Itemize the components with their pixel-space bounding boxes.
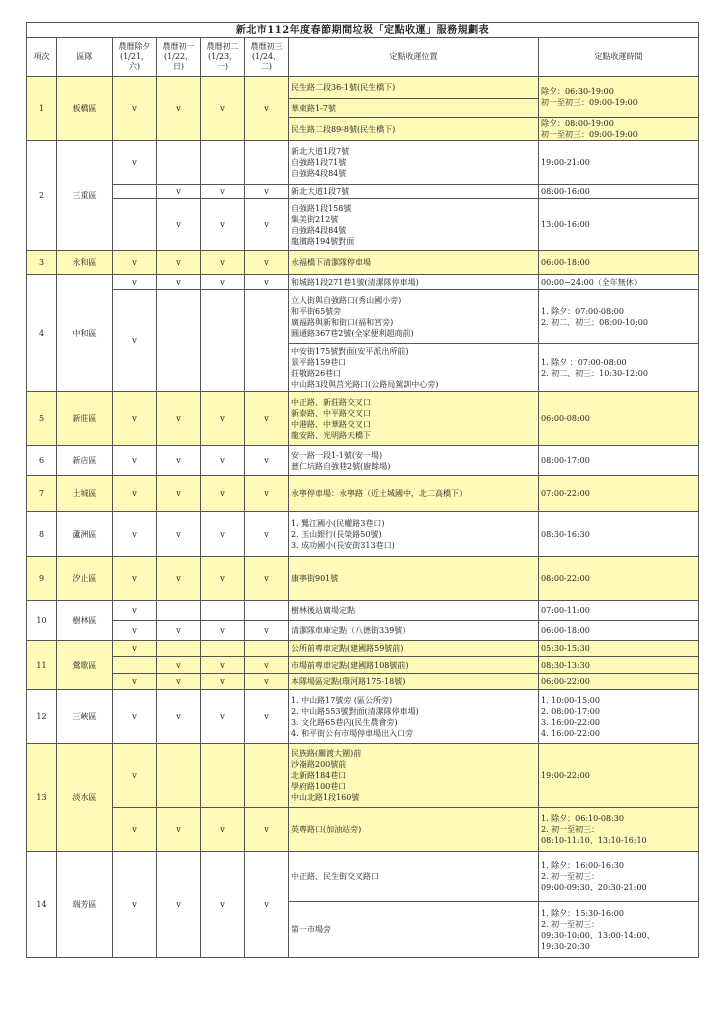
day-mark-4: v [245,251,289,275]
day-mark-4 [245,141,289,185]
district-name: 新店區 [57,446,113,476]
row-number: 14 [27,852,57,958]
day-mark-4: v [245,621,289,641]
district-name: 鶯歌區 [57,641,113,690]
day-mark-3: v [201,185,245,199]
page-title: 新北市112年度春節期間垃圾「定點收運」服務規劃表 [27,23,699,38]
day-mark-1: v [113,641,157,657]
row-number: 3 [27,251,57,275]
district-name: 樹林區 [57,601,113,641]
collection-location: 立人街與自強路口(秀山國小旁) 和平街65號旁 廣福路與新和街口(福和宮旁) 圓通路367巷2號(全家便利超商前) [289,290,539,344]
table-row [27,657,699,674]
collection-location: 中安街175號對面(安平派出所前) 景平路159巷口 莊敬路26巷口 中山路3段與莒光路口(公路局駕訓中心旁) [289,344,539,392]
day-mark-3: v [201,275,245,290]
day-mark-3: v [201,251,245,275]
collection-location: 中正路、新莊路交叉口 新泰路、中平路交叉口 中港路、中華路交叉口 龍安路、光明路天橋下 [289,392,539,446]
row-number: 4 [27,275,57,392]
day-mark-2 [157,290,201,392]
collection-time: 06:00-08:00 [539,392,699,446]
day-mark-2 [157,744,201,808]
table-row [27,199,699,251]
collection-time: 00:00~24:00（全年無休） [539,275,699,290]
day-mark-4: v [245,512,289,557]
table-row [27,601,699,621]
day-mark-3: v [201,621,245,641]
day-mark-4: v [245,446,289,476]
day-mark-4 [245,601,289,621]
collection-location: 永寧停車場：永寧路（近土城國中，北二高橋下） [289,476,539,512]
collection-time: 19:00-21:00 [539,141,699,185]
day-mark-3: v [201,557,245,601]
day-mark-1: v [113,77,157,141]
day-mark-3: v [201,512,245,557]
collection-location: 新北大道1段7號 [289,185,539,199]
day-mark-2: v [157,657,201,674]
table-row [27,674,699,690]
collection-time: 06:00-22:00 [539,674,699,690]
day-mark-1 [113,185,157,199]
table-row [27,744,699,808]
day-mark-2 [157,641,201,657]
day-mark-1: v [113,621,157,641]
header-no: 項次 [27,38,57,77]
collection-location: 本隊場區定點(環河路175-18號) [289,674,539,690]
table-row [27,808,699,852]
row-number: 10 [27,601,57,641]
collection-time: 06:00-18:00 [539,621,699,641]
collection-time: 1. 除夕：16:00-16:30 2. 初一至初三： 09:00-09:30、20:30-21:00 [539,852,699,902]
header-row [27,38,699,77]
collection-time: 06:00-18:00 [539,251,699,275]
day-mark-3: v [201,674,245,690]
day-mark-1: v [113,674,157,690]
table-row [27,690,699,744]
day-mark-2: v [157,77,201,141]
day-mark-3: v [201,446,245,476]
day-mark-3: v [201,77,245,141]
collection-location: 和城路1段271巷1號(清潔隊停車場) [289,275,539,290]
district-name: 新莊區 [57,392,113,446]
row-number: 6 [27,446,57,476]
day-mark-2: v [157,251,201,275]
collection-location: 自強路1段158號 集美街212號 自強路4段84號 龍濱路194號對面 [289,199,539,251]
day-mark-2: v [157,690,201,744]
day-mark-4: v [245,674,289,690]
table-row [27,557,699,601]
row-number: 7 [27,476,57,512]
collection-time: 07:00-22:00 [539,476,699,512]
day-mark-1: v [113,512,157,557]
table-row [27,185,699,199]
row-number: 9 [27,557,57,601]
day-mark-4: v [245,185,289,199]
day-mark-3: v [201,476,245,512]
table-row [27,621,699,641]
collection-time: 05:30-15:30 [539,641,699,657]
day-mark-4: v [245,275,289,290]
day-mark-1: v [113,852,157,958]
day-mark-2: v [157,557,201,601]
day-mark-2 [157,141,201,185]
day-mark-3 [201,641,245,657]
table-row [27,290,699,344]
district-name: 瑞芳區 [57,852,113,958]
collection-time: 除夕：06:30-19:00 初一至初三：09:00-19:00 [539,77,699,118]
table-row [27,392,699,446]
collection-time: 08:30-13:30 [539,657,699,674]
day-mark-4: v [245,852,289,958]
day-mark-2: v [157,512,201,557]
collection-time: 13:00-16:00 [539,199,699,251]
collection-time: 08:00-22:00 [539,557,699,601]
schedule-sheet [26,22,698,958]
table-row [27,251,699,275]
day-mark-3: v [201,852,245,958]
day-mark-1: v [113,392,157,446]
table-row [27,275,699,290]
day-mark-3: v [201,657,245,674]
day-mark-2: v [157,392,201,446]
collection-time: 08:30-16:30 [539,512,699,557]
day-mark-4: v [245,657,289,674]
collection-time: 07:00-11:00 [539,601,699,621]
collection-location: 1. 鷺江國小(民權路3巷口) 2. 玉山銀行(長榮路50號) 3. 成功國小(長安街313巷口) [289,512,539,557]
collection-location: 公所前專車定點(建國路59號前) [289,641,539,657]
day-mark-4: v [245,77,289,141]
collection-location: 英專路口(加油站旁) [289,808,539,852]
table-row [27,446,699,476]
day-mark-4: v [245,476,289,512]
day-mark-1: v [113,476,157,512]
day-mark-1: v [113,808,157,852]
day-mark-2 [157,601,201,621]
collection-location: 1. 中山路17號旁 (區公所旁) 2. 中山路553號對面(清潔隊停車場) 3. 文化路65巷內(民生農會旁) 4. 和平街公有市場停車場出入口旁 [289,690,539,744]
collection-location: 民族路(關渡大圍)前 沙崙路200號前 北新路184巷口 學府路100巷口 中山北路1段160號 [289,744,539,808]
row-number: 11 [27,641,57,690]
day-mark-3 [201,290,245,392]
day-mark-2: v [157,808,201,852]
district-name: 中和區 [57,275,113,392]
day-mark-2: v [157,621,201,641]
day-mark-4 [245,744,289,808]
day-mark-3: v [201,690,245,744]
header-day-4: 農曆初三 (1/24， 二) [245,38,289,77]
day-mark-2: v [157,199,201,251]
day-mark-3: v [201,808,245,852]
table-row [27,77,699,99]
collection-time: 1. 除夕：07:00-08:00 2. 初二、初三：08:00-10:00 [539,290,699,344]
header-day-3: 農曆初二 (1/23， 一) [201,38,245,77]
table-row [27,852,699,902]
day-mark-2: v [157,674,201,690]
day-mark-2: v [157,852,201,958]
collection-location: 民生路二段36-1號(民生橋下) [289,77,539,99]
collection-location: 永福橋下清潔隊停車場 [289,251,539,275]
row-number: 1 [27,77,57,141]
day-mark-3 [201,141,245,185]
collection-time: 19:00-22:00 [539,744,699,808]
day-mark-2: v [157,275,201,290]
collection-time: 1. 除夕：06:10-08:30 2. 初一至初三： 08:10-11:10、13:10-16:10 [539,808,699,852]
district-name: 三重區 [57,141,113,251]
row-number: 8 [27,512,57,557]
collection-location: 華東路1-7號 [289,99,539,118]
day-mark-1: v [113,446,157,476]
collection-location: 第一市場旁 [289,902,539,958]
collection-time: 08:00-17:00 [539,446,699,476]
collection-time: 1. 10:00-15:00 2. 08:00-17:00 3. 16:00-22:00 4. 16:00-22:00 [539,690,699,744]
day-mark-4: v [245,557,289,601]
table-row [27,141,699,185]
day-mark-1: v [113,744,157,808]
day-mark-2: v [157,446,201,476]
collection-location: 樹林後站廣場定點 [289,601,539,621]
day-mark-4: v [245,199,289,251]
district-name: 汐止區 [57,557,113,601]
header-day-1: 農曆除夕 (1/21， 六) [113,38,157,77]
collection-location: 康寧街901號 [289,557,539,601]
collection-location: 新北大道1段7號 自強路1段71號 自強路4段84號 [289,141,539,185]
day-mark-3 [201,744,245,808]
district-name: 蘆洲區 [57,512,113,557]
day-mark-1 [113,657,157,674]
table-row [27,476,699,512]
day-mark-1: v [113,557,157,601]
table-row [27,512,699,557]
day-mark-2: v [157,476,201,512]
header-day-2: 農曆初一 (1/22， 日) [157,38,201,77]
day-mark-1: v [113,251,157,275]
header-location: 定點收運位置 [289,38,539,77]
day-mark-1: v [113,290,157,392]
collection-time: 除夕：08:00-19:00 初一至初三：09:00-19:00 [539,118,699,141]
district-name: 土城區 [57,476,113,512]
day-mark-3: v [201,392,245,446]
collection-location: 安一路一段1-1號(安一場) 薏仁坑路自強巷2號(廚餘場) [289,446,539,476]
row-number: 13 [27,744,57,852]
day-mark-1: v [113,141,157,185]
day-mark-4: v [245,392,289,446]
district-name: 淡水區 [57,744,113,852]
collection-location: 中正路、民生街交叉路口 [289,852,539,902]
title-row [27,23,699,38]
row-number: 2 [27,141,57,251]
header-district: 區隊 [57,38,113,77]
collection-time: 1. 除夕 ：07:00-08:00 2. 初二、初三：10:30-12:00 [539,344,699,392]
collection-time: 1. 除夕：15:30-16:00 2. 初一至初三： 09:30-10:00、13:00-14:00、 19:30-20:30 [539,902,699,958]
row-number: 12 [27,690,57,744]
collection-location: 民生路二段89-8號(民生橋下) [289,118,539,141]
row-number: 5 [27,392,57,446]
day-mark-1 [113,199,157,251]
day-mark-3 [201,601,245,621]
day-mark-2: v [157,185,201,199]
schedule-table [26,22,699,958]
header-time: 定點收運時間 [539,38,699,77]
table-row [27,641,699,657]
district-name: 永和區 [57,251,113,275]
day-mark-4 [245,641,289,657]
day-mark-1: v [113,275,157,290]
collection-time: 08:00-16:00 [539,185,699,199]
day-mark-4: v [245,690,289,744]
district-name: 板橋區 [57,77,113,141]
district-name: 三峽區 [57,690,113,744]
day-mark-4: v [245,808,289,852]
day-mark-4 [245,290,289,392]
collection-location: 市場前專車定點(建國路108號前) [289,657,539,674]
day-mark-1: v [113,690,157,744]
day-mark-1: v [113,601,157,621]
day-mark-3: v [201,199,245,251]
collection-location: 清潔隊車庫定點（八德街339號） [289,621,539,641]
